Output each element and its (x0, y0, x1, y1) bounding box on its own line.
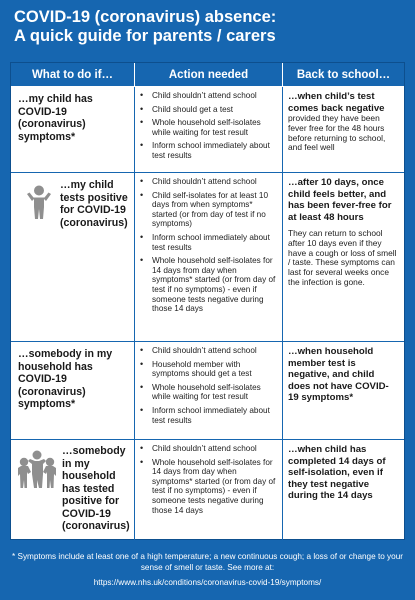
action-item: • Child shouldn’t attend school (139, 177, 278, 187)
action-item: • Household member with symptoms should get a test (139, 360, 278, 379)
action-item: • Whole household self-isolates for 14 days from day when symptoms* started (or from day of test if no symptoms) - even if someone tests negative during those 14 days (139, 256, 278, 314)
scenario-cell (11, 342, 135, 439)
action-item: • Whole household self-isolates for 14 days from day when symptoms* started (or from day of test if no symptoms) - even if someone tests negative during those 14 days (139, 458, 278, 516)
back-to-school-cell (283, 173, 404, 341)
footnote (12, 552, 403, 589)
scenario-text: …somebody in my household has tested positive for COVID-19 (coronavirus) (62, 445, 130, 532)
back-to-school-cell (283, 342, 404, 439)
action-item: • Whole household self-isolates while waiting for test result (139, 383, 278, 402)
header-what-to-do: What to do if… (11, 63, 135, 86)
action-item: • Child should get a test (139, 105, 278, 115)
back-to-school-cell (283, 440, 404, 540)
header-back-to-school: Back to school… (296, 68, 391, 81)
scenario-cell (11, 173, 135, 341)
back-to-school-note: provided they have been fever free for the 48 hours before returning to school, and feel well (288, 113, 386, 153)
title-line-2: A quick guide for parents / carers (14, 27, 276, 45)
guidance-table (10, 62, 405, 540)
action-item: • Inform school immediately about test results (139, 233, 278, 252)
family-icon (17, 450, 57, 490)
scenario-text: …somebody in my household has COVID-19 (coronavirus) symptoms* (18, 348, 113, 410)
scenario-text: …my child has COVID-19 (coronavirus) symptoms* (18, 93, 93, 143)
page-title (14, 8, 409, 46)
scenario-cell (11, 440, 135, 540)
back-to-school-condition: …when household member test is negative, and child does not have COVID-19 symptoms* (288, 346, 389, 403)
actions-cell (135, 440, 283, 540)
action-item: • Child shouldn’t attend school (139, 444, 278, 454)
table-row (11, 87, 404, 173)
actions-cell (135, 87, 283, 172)
footnote-text: * Symptoms include at least one of a high temperature; a new continuous cough; a loss of or change to your sense of smell or taste. See more at: (12, 552, 403, 572)
actions-cell (135, 342, 283, 439)
action-item: • Child shouldn’t attend school (139, 91, 278, 101)
back-to-school-condition: …when child’s test comes back negative (288, 91, 385, 114)
action-item: • Inform school immediately about test results (139, 406, 278, 425)
back-to-school-note: They can return to school after 10 days even if they have a cough or loss of smell / taste. These symptoms can last for several weeks once the infection is gone. (288, 228, 397, 287)
actions-cell (135, 173, 283, 341)
back-to-school-condition: …after 10 days, once child feels better, and has been fever-free for at least 48 hours (288, 177, 392, 223)
table-header-row (11, 63, 404, 87)
table-row (11, 440, 404, 540)
child-icon (25, 185, 53, 221)
action-item: • Inform school immediately about test results (139, 141, 278, 160)
scenario-cell (11, 87, 135, 172)
action-item: • Child shouldn’t attend school (139, 346, 278, 356)
title-line-1: COVID-19 (coronavirus) absence: (14, 8, 277, 26)
action-item: • Child self-isolates for at least 10 days from when symptoms* started (or from day of test if no symptoms) (139, 191, 278, 229)
back-to-school-cell (283, 87, 404, 172)
back-to-school-condition: …when child has completed 14 days of self-isolation, even if they test negative during the 14 days (288, 444, 386, 501)
header-action-needed: Action needed (135, 63, 283, 86)
action-item: • Whole household self-isolates while waiting for test result (139, 118, 278, 137)
nhs-symptoms-link[interactable]: https://www.nhs.uk/conditions/coronavirus-covid-19/symptoms/ (93, 578, 322, 587)
scenario-text: …my child tests positive for COVID-19 (coronavirus) (60, 179, 128, 229)
table-row (11, 173, 404, 342)
table-row (11, 342, 404, 440)
